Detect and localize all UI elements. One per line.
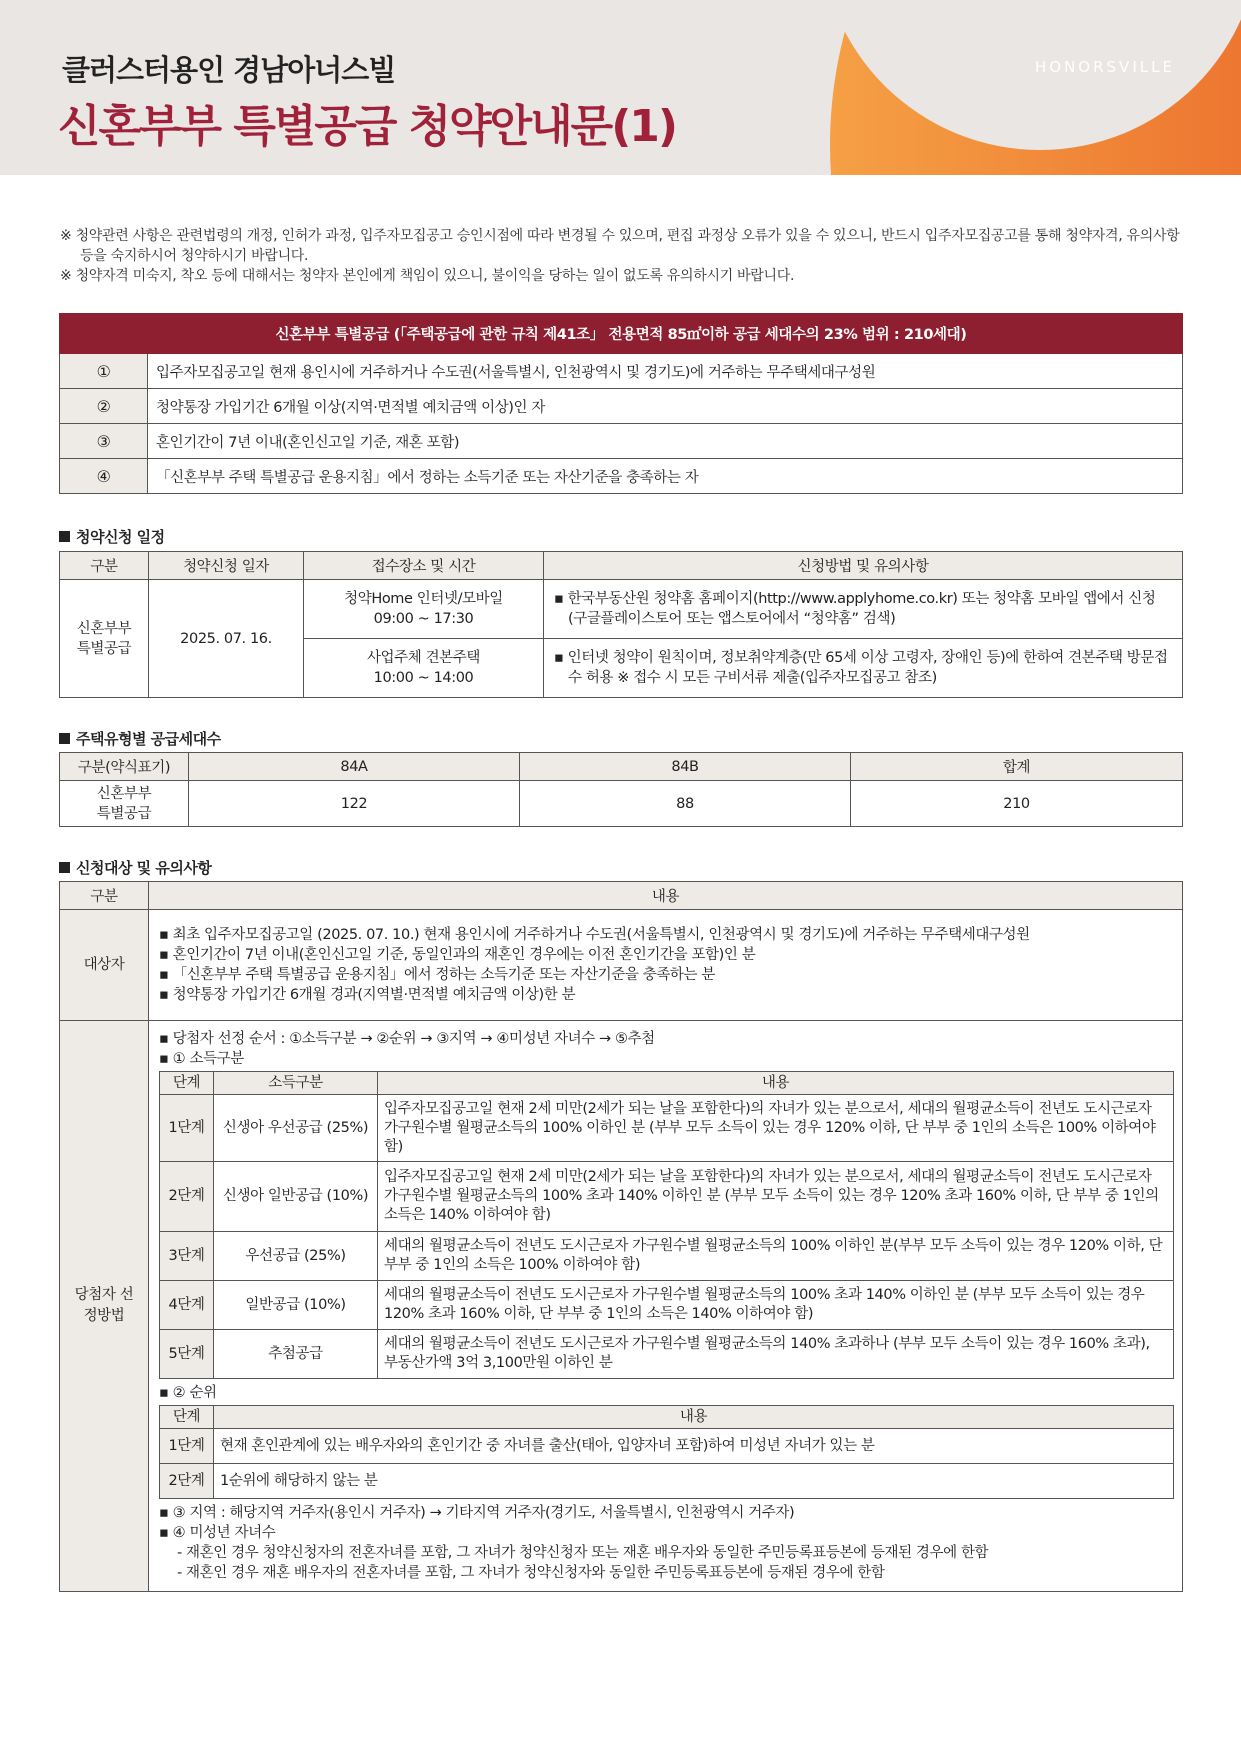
target-label: 대상자: [60, 910, 149, 1021]
desc-cell: 현재 혼인관계에 있는 배우자와의 혼인기간 중 자녀를 출산(태아, 입양자녀 포함)하여 미성년 자녀가 있는 분: [214, 1429, 1174, 1464]
list-item: ▪ 청약통장 가입기간 6개월 경과(지역별·면적별 예치금액 이상)한 분: [159, 987, 576, 1003]
square-bullet-icon: [59, 733, 70, 744]
place-cell: [304, 639, 544, 698]
table-row: [160, 1464, 1174, 1499]
rank-table: [159, 1405, 1174, 1499]
column-header: 합계: [851, 753, 1183, 781]
time-text: 10:00 ~ 14:00: [373, 670, 474, 686]
row-text: 혼인기간이 7년 이내(혼인신고일 기준, 재혼 포함): [148, 424, 1183, 459]
type-cell: 우선공급 (25%): [214, 1232, 378, 1281]
requirements-header: 신혼부부 특별공급 (「주택공급에 관한 규칙 제41조」 전용면적 85㎡이하 공급 세대수의 23% 범위 : 210세대): [60, 314, 1183, 354]
column-header: 소득구분: [214, 1072, 378, 1095]
column-header: 내용: [378, 1072, 1174, 1095]
row-label-text: 신혼부부 특별공급: [96, 785, 152, 822]
list-item: - 재혼인 경우 재혼 배우자의 전혼자녀를 포함, 그 자녀가 청약신청자와 동일한 주민등록표등본에 등재된 경우에 한함: [177, 1565, 885, 1581]
row-number: ②: [60, 389, 148, 424]
list-item: ▪ 최초 입주자모집공고일 (2025. 07. 10.) 현재 용인시에 거주하거나 수도권(서울특별시, 인천광역시 및 경기도)에 거주하는 무주택세대구성원: [159, 927, 1030, 943]
step-cell: 5단계: [160, 1330, 214, 1379]
type-cell: 신생아 우선공급 (25%): [214, 1095, 378, 1162]
column-header: 84B: [520, 753, 851, 781]
step-cell: 3단계: [160, 1232, 214, 1281]
column-header: 구분: [60, 882, 149, 910]
place-text: 청약Home 인터넷/모바일: [344, 591, 503, 607]
notice-text: ※ 청약관련 사항은 관련법령의 개정, 인허가 과정, 입주자모집공고 승인시점에 따라 변경될 수 있으며, 편집 과정상 오류가 있을 수 있으니, 반드시 입주자모집공고를 통해 청약자격, 유의사항 등을 숙지하시어 청약하시기 바랍니다.: [60, 228, 1180, 264]
column-header: 84A: [189, 753, 520, 781]
income-table: [159, 1071, 1174, 1379]
method-cell: [544, 580, 1183, 639]
desc-cell: 세대의 월평균소득이 전년도 도시근로자 가구원수별 월평균소득의 100% 초과 140% 이하인 분 (부부 모두 소득이 있는 경우 120% 초과 160% 이하, 단 부부 중 1인의 소득은 140% 이하여야 함): [378, 1281, 1174, 1330]
table-row: [60, 910, 1183, 1021]
row-number: ③: [60, 424, 148, 459]
column-header: 접수장소 및 시간: [304, 552, 544, 580]
table-row: [60, 354, 1183, 389]
desc-cell: 1순위에 해당하지 않는 분: [214, 1464, 1174, 1499]
brand-logo: HONORSVILLE: [1035, 58, 1175, 76]
table-row: [160, 1162, 1174, 1232]
table-row: [60, 424, 1183, 459]
square-bullet-icon: [59, 531, 70, 542]
list-item: ▪ 「신혼부부 주택 특별공급 운용지침」에서 정하는 소득기준 또는 자산기준을 충족하는 분: [159, 967, 715, 983]
step-cell: 1단계: [160, 1095, 214, 1162]
section-title-text: 청약신청 일정: [76, 528, 165, 546]
value-cell: 88: [520, 781, 851, 827]
page-header: [0, 0, 1241, 175]
row-label: [60, 781, 189, 827]
column-header: 구분: [60, 552, 149, 580]
units-table: [59, 752, 1183, 827]
place-text: 사업주체 견본주택: [366, 650, 481, 666]
table-row: [60, 781, 1183, 827]
type-cell: 추첨공급: [214, 1330, 378, 1379]
column-header: 청약신청 일자: [149, 552, 304, 580]
type-cell: 신생아 일반공급 (10%): [214, 1162, 378, 1232]
category-cell: [60, 580, 149, 698]
table-row: [160, 1429, 1174, 1464]
table-row: [60, 389, 1183, 424]
step-cell: 1단계: [160, 1429, 214, 1464]
column-header: 내용: [214, 1406, 1174, 1429]
selection-order: ▪ 당첨자 선정 순서 : ①소득구분 → ②순위 → ③지역 → ④미성년 자녀수 → ⑤추첨: [159, 1031, 655, 1047]
row-text: 「신혼부부 주택 특별공급 운용지침」에서 정하는 소득기준 또는 자산기준을 충족하는 자: [148, 459, 1183, 494]
column-header: 내용: [149, 882, 1183, 910]
method-text: ▪ 인터넷 청약이 원칙이며, 정보취약계층(만 65세 이상 고령자, 장애인 등)에 한하여 견본주택 방문접수 허용 ※ 접수 시 모든 구비서류 제출(입주자모집공고 참조): [554, 650, 1168, 686]
schedule-table: [59, 551, 1183, 698]
page-subtitle: 클러스터용인 경남아너스빌: [62, 53, 396, 87]
table-row: [60, 459, 1183, 494]
place-cell: [304, 580, 544, 639]
section-title-schedule: [59, 526, 165, 547]
eligibility-table: [59, 881, 1183, 1592]
list-item: - 재혼인 경우 청약신청자의 전혼자녀를 포함, 그 자녀가 청약신청자 또는 재혼 배우자와 동일한 주민등록표등본에 등재된 경우에 한함: [177, 1545, 989, 1561]
requirements-table: [59, 313, 1183, 494]
notice-text: ※ 청약자격 미숙지, 착오 등에 대해서는 청약자 본인에게 책임이 있으니, 불이익을 당하는 일이 없도록 유의하시기 바랍니다.: [60, 268, 795, 284]
table-row: [160, 1232, 1174, 1281]
table-row: [60, 580, 1183, 639]
income-title: ▪ ① 소득구분: [159, 1051, 244, 1067]
square-bullet-icon: [59, 862, 70, 873]
column-header: 단계: [160, 1406, 214, 1429]
type-cell: 일반공급 (10%): [214, 1281, 378, 1330]
selection-label: [60, 1021, 149, 1592]
row-number: ①: [60, 354, 148, 389]
table-row: [160, 1281, 1174, 1330]
target-content: [149, 910, 1183, 1021]
step-cell: 2단계: [160, 1464, 214, 1499]
value-cell: 122: [189, 781, 520, 827]
minor-title: ▪ ④ 미성년 자녀수: [159, 1525, 276, 1541]
desc-cell: 세대의 월평균소득이 전년도 도시근로자 가구원수별 월평균소득의 100% 이하인 분(부부 모두 소득이 있는 경우 120% 이하, 단 부부 중 1인의 소득은 100% 이하여야 함): [378, 1232, 1174, 1281]
column-header: 신청방법 및 유의사항: [544, 552, 1183, 580]
row-text: 입주자모집공고일 현재 용인시에 거주하거나 수도권(서울특별시, 인천광역시 및 경기도)에 거주하는 무주택세대구성원: [148, 354, 1183, 389]
selection-label-text: 당첨자 선정방법: [74, 1287, 134, 1324]
column-header: 구분(약식표기): [60, 753, 189, 781]
list-item: ▪ 혼인기간이 7년 이내(혼인신고일 기준, 동일인과의 재혼인 경우에는 이전 혼인기간을 포함)인 분: [159, 947, 756, 963]
row-number: ④: [60, 459, 148, 494]
date-cell: 2025. 07. 16.: [149, 580, 304, 698]
row-text: 청약통장 가입기간 6개월 이상(지역·면적별 예치금액 이상)인 자: [148, 389, 1183, 424]
time-text: 09:00 ~ 17:30: [373, 611, 474, 627]
value-cell: 210: [851, 781, 1183, 827]
selection-content: [149, 1021, 1183, 1592]
step-cell: 2단계: [160, 1162, 214, 1232]
table-row: [160, 1330, 1174, 1379]
table-row: [60, 1021, 1183, 1592]
desc-cell: 입주자모집공고일 현재 2세 미만(2세가 되는 날을 포함한다)의 자녀가 있는 분으로서, 세대의 월평균소득이 전년도 도시근로자 가구원수별 월평균소득의 100% 이하인 분 (부부 모두 소득이 있는 경우 120% 이하, 단 부부 중 1인의 소득은 100% 이하여야 함): [378, 1095, 1174, 1162]
category-text: 신혼부부 특별공급: [76, 620, 132, 657]
section-title-text: 신청대상 및 유의사항: [76, 859, 212, 877]
table-row: [160, 1095, 1174, 1162]
section-title-eligibility: [59, 857, 211, 878]
page-title: 신혼부부 특별공급 청약안내문(1): [58, 101, 677, 152]
column-header: 단계: [160, 1072, 214, 1095]
desc-cell: 세대의 월평균소득이 전년도 도시근로자 가구원수별 월평균소득의 140% 초과하나 (부부 모두 소득이 있는 경우 160% 초과), 부동산가액 3억 3,100만원 이하인 분: [378, 1330, 1174, 1379]
region-text: ▪ ③ 지역 : 해당지역 거주자(용인시 거주자) → 기타지역 거주자(경기도, 서울특별시, 인천광역시 거주자): [159, 1505, 795, 1521]
section-title-text: 주택유형별 공급세대수: [76, 730, 221, 748]
section-title-units: [59, 728, 221, 749]
rank-title: ▪ ② 순위: [159, 1385, 217, 1401]
step-cell: 4단계: [160, 1281, 214, 1330]
desc-cell: 입주자모집공고일 현재 2세 미만(2세가 되는 날을 포함한다)의 자녀가 있는 분으로서, 세대의 월평균소득이 전년도 도시근로자 가구원수별 월평균소득의 100% 초과 140% 이하인 분 (부부 모두 소득이 있는 경우 120% 초과 160% 이하, 단 부부 중 1인의 소득은 140% 이하여야 함): [378, 1162, 1174, 1232]
method-text: ▪ 한국부동산원 청약홈 홈페이지(http://www.applyhome.co.kr) 또는 청약홈 모바일 앱에서 신청(구글플레이스토어 또는 앱스토어에서 “청약홈” 검색): [554, 591, 1156, 627]
notice-block: [60, 226, 1190, 286]
method-cell: [544, 639, 1183, 698]
